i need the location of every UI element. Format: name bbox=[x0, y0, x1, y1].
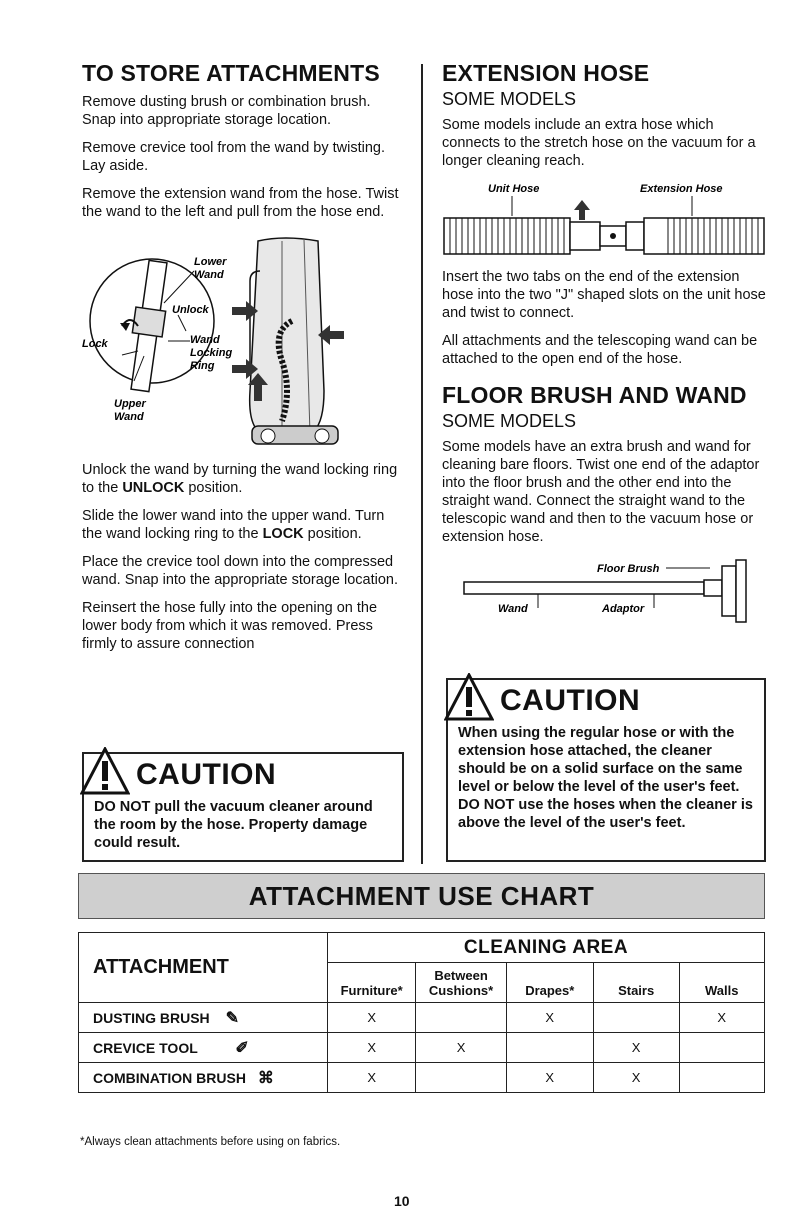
warning-triangle-icon bbox=[80, 747, 130, 795]
caution-text-right: When using the regular hose or with the extension hose attached, the cleaner should be on a solid surface on the same level or below the level of the user's feet. DO NOT use the hoses when the cleaner is above the level of the user's feet. bbox=[458, 725, 753, 831]
cell: X bbox=[328, 1003, 416, 1033]
column-divider bbox=[421, 64, 423, 864]
extension-hose-title: EXTENSION HOSE bbox=[442, 60, 650, 86]
caution-text-left: DO NOT pull the vacuum cleaner around the room by the hose. Property damage could result. bbox=[94, 799, 373, 851]
col-drapes: Drapes* bbox=[506, 963, 593, 1003]
label-unlock: Unlock bbox=[172, 304, 209, 316]
p4-unlock-word: UNLOCK bbox=[122, 480, 185, 496]
label-floor-brush: Floor Brush bbox=[597, 563, 660, 575]
label-wand: Wand bbox=[498, 603, 528, 615]
row-crevice-tool bbox=[79, 1033, 328, 1063]
row-dusting-brush bbox=[79, 1003, 328, 1033]
p5-lock-word: LOCK bbox=[262, 526, 304, 542]
cell bbox=[679, 1033, 765, 1063]
page-number: 10 bbox=[394, 1193, 410, 1209]
store-paragraph-6: Place the crevice tool down into the compressed wand. Snap into the appropriate storage location. bbox=[82, 554, 398, 588]
floor-brush-illustration bbox=[442, 556, 767, 626]
p4-text-a: Unlock the wand by turning the wand locking ring to the bbox=[82, 462, 398, 496]
left-column bbox=[82, 60, 402, 663]
cell bbox=[506, 1033, 593, 1063]
label-adaptor: Adaptor bbox=[602, 603, 645, 615]
col-furniture: Furniture* bbox=[328, 963, 416, 1003]
extension-paragraph-3: All attachments and the telescoping wand can be attached to the open end of the hose. bbox=[442, 333, 758, 367]
caution-title-right: CAUTION bbox=[500, 684, 641, 717]
store-paragraph-7: Reinsert the hose fully into the opening on the lower body from which it was removed. Press firmly to assure connection bbox=[82, 600, 378, 652]
floor-brush-paragraph: Some models have an extra brush and wand for cleaning bare floors. Twist one end of the adaptor into the floor brush and the other end into the straight wand. Connect the straight wand to the telescopic wand and then to the vacuum hose or extension hose. bbox=[442, 439, 760, 545]
extension-paragraph-1: Some models include an extra hose which connects to the stretch hose on the vacuum for a longer cleaning reach. bbox=[442, 117, 756, 169]
cell bbox=[416, 1003, 506, 1033]
label-upper-wand: Wand bbox=[114, 411, 144, 423]
cell: X bbox=[506, 1003, 593, 1033]
label-lower: Lower bbox=[194, 256, 227, 268]
caution-head-right bbox=[448, 680, 764, 722]
row-combination-brush bbox=[79, 1063, 328, 1093]
cell: X bbox=[328, 1063, 416, 1093]
dusting-brush-label: DUSTING BRUSH bbox=[93, 1009, 210, 1026]
label-wand-locking-ring-3: Ring bbox=[190, 360, 215, 372]
col-walls: Walls bbox=[679, 963, 765, 1003]
cell: X bbox=[416, 1033, 506, 1063]
caution-box-left bbox=[82, 752, 404, 862]
combination-brush-label: COMBINATION BRUSH bbox=[93, 1069, 246, 1086]
label-wand-locking-ring-2: Locking bbox=[190, 347, 233, 359]
label-lower-wand: Wand bbox=[194, 269, 224, 281]
crevice-tool-icon: ✐ bbox=[235, 1039, 249, 1057]
store-paragraph-3: Remove the extension wand from the hose. Twist the wand to the left and pull from the hose end. bbox=[82, 186, 399, 220]
cell: X bbox=[679, 1003, 765, 1033]
store-attachments-title: TO STORE ATTACHMENTS bbox=[82, 60, 380, 86]
attachment-header: ATTACHMENT bbox=[79, 933, 328, 1003]
floor-brush-title: FLOOR BRUSH AND WAND bbox=[442, 382, 747, 408]
cell: X bbox=[328, 1033, 416, 1063]
cell: X bbox=[506, 1063, 593, 1093]
hose-illustration bbox=[442, 180, 767, 260]
col-stairs: Stairs bbox=[593, 963, 679, 1003]
store-paragraph-4 bbox=[82, 461, 402, 497]
label-unit-hose: Unit Hose bbox=[488, 183, 540, 195]
extension-paragraph-2: Insert the two tabs on the end of the extension hose into the two "J" shaped slots on the unit hose and twist to connect. bbox=[442, 269, 766, 321]
label-wand-locking-ring-1: Wand bbox=[190, 334, 220, 346]
caution-box-right bbox=[446, 678, 766, 862]
caution-title-left: CAUTION bbox=[136, 758, 277, 791]
attachment-use-table bbox=[78, 932, 765, 1093]
combination-brush-icon: ⌘ bbox=[257, 1069, 274, 1087]
cell bbox=[593, 1003, 679, 1033]
right-column bbox=[442, 60, 767, 626]
cell: X bbox=[593, 1033, 679, 1063]
table-row bbox=[79, 1063, 765, 1093]
label-upper: Upper bbox=[114, 398, 146, 410]
chart-footnote: *Always clean attachments before using on fabrics. bbox=[80, 1136, 341, 1148]
warning-triangle-icon bbox=[444, 673, 494, 721]
floor-brush-drawing bbox=[442, 556, 767, 626]
cell bbox=[416, 1063, 506, 1093]
label-lock: Lock bbox=[82, 338, 108, 350]
col-between-cushions: Between Cushions* bbox=[416, 963, 506, 1003]
p5-text-c: position. bbox=[303, 526, 362, 542]
label-extension-hose: Extension Hose bbox=[640, 183, 723, 195]
p5-text-a: Slide the lower wand into the upper wand. Turn the wand locking ring to the bbox=[82, 508, 385, 542]
wand-lock-drawing bbox=[82, 231, 402, 453]
cleaning-area-header: CLEANING AREA bbox=[328, 933, 765, 963]
p4-text-c: position. bbox=[184, 480, 243, 496]
store-paragraph-5 bbox=[82, 507, 402, 543]
table-row bbox=[79, 1003, 765, 1033]
attachment-chart-banner: ATTACHMENT USE CHART bbox=[78, 873, 765, 919]
hose-connection-drawing bbox=[442, 180, 767, 260]
crevice-tool-label: CREVICE TOOL bbox=[93, 1039, 198, 1056]
cell bbox=[679, 1063, 765, 1093]
cell: X bbox=[593, 1063, 679, 1093]
extension-hose-subtitle: SOME MODELS bbox=[442, 89, 577, 109]
wand-lock-illustration bbox=[82, 231, 402, 453]
store-paragraph-2: Remove crevice tool from the wand by twisting. Lay aside. bbox=[82, 140, 386, 174]
dusting-brush-icon: ✎ bbox=[225, 1009, 239, 1027]
floor-brush-subtitle: SOME MODELS bbox=[442, 411, 577, 431]
table-row bbox=[79, 1033, 765, 1063]
store-paragraph-1: Remove dusting brush or combination brush. Snap into appropriate storage location. bbox=[82, 94, 371, 128]
caution-head-left bbox=[84, 754, 402, 796]
